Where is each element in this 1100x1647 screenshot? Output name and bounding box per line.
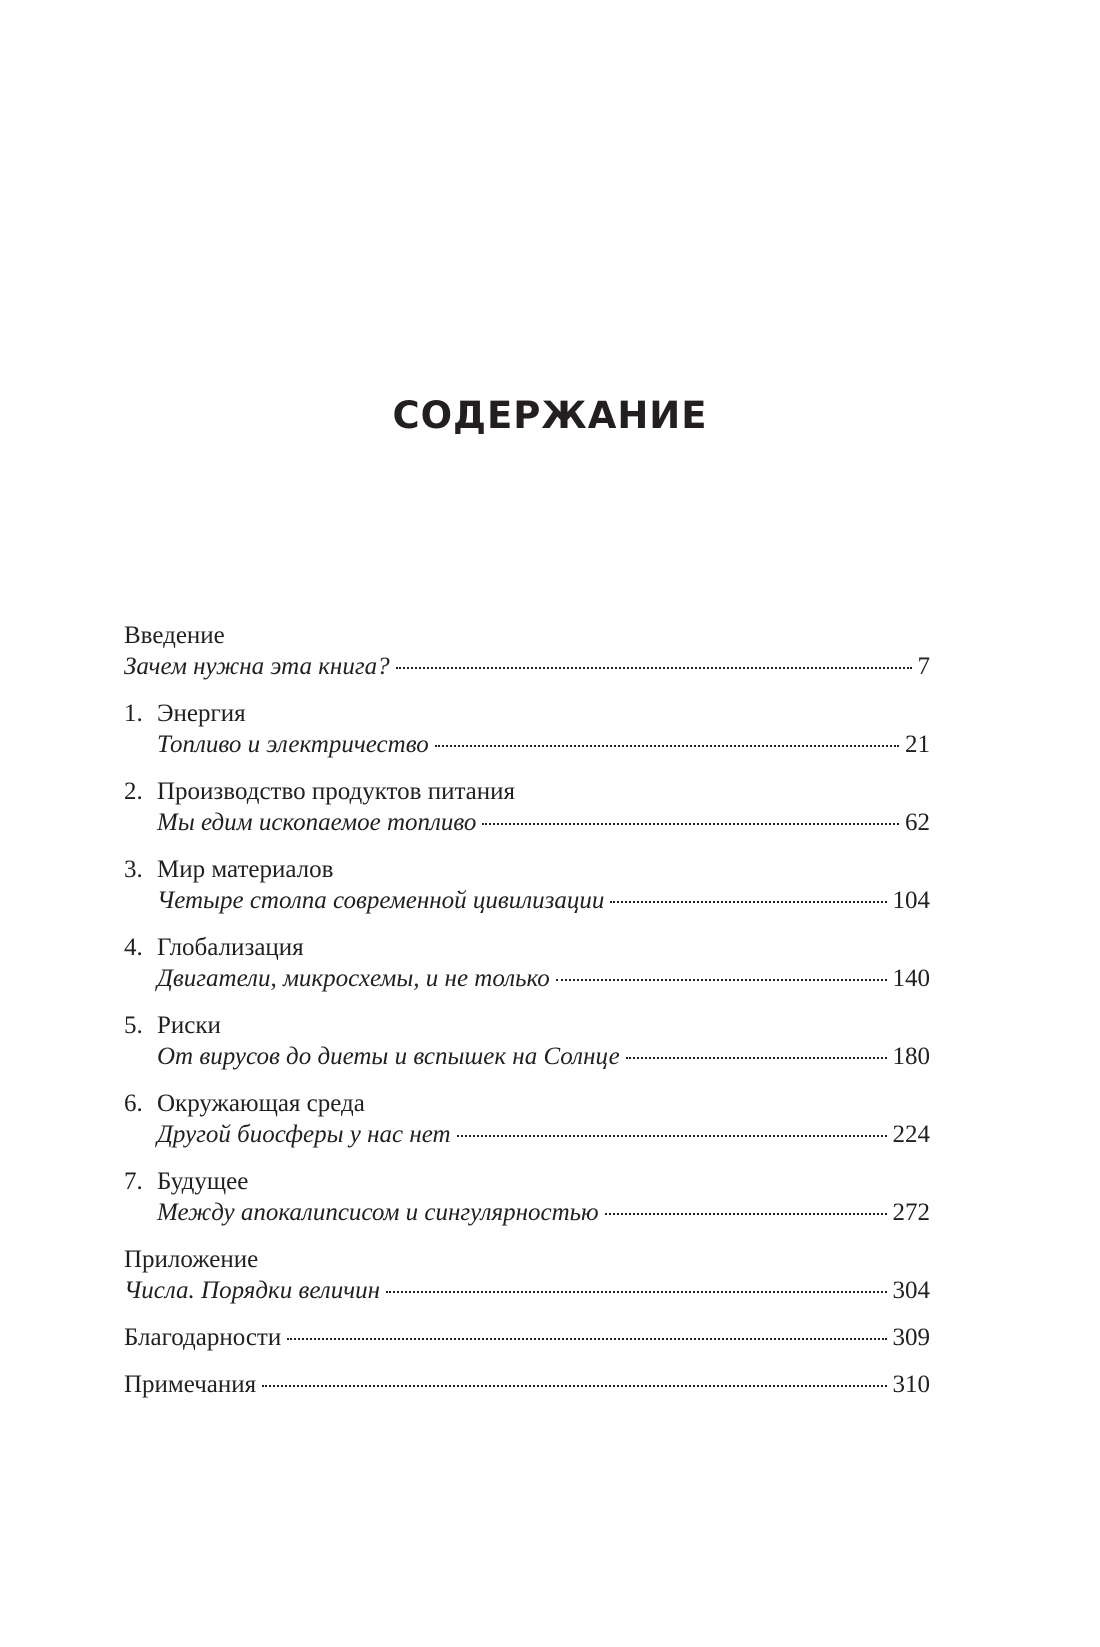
page-number: 309 [892,1324,930,1351]
page-number: 104 [892,887,930,914]
chapter-subtitle: Четыре столпа современной цивилизации [157,887,605,914]
page-number: 7 [917,653,930,680]
chapter-number: 1. [124,700,143,727]
toc-entry-chapter-4[interactable] [124,932,930,994]
intro-heading: Введение [124,622,225,649]
chapter-title: Энергия [157,700,246,727]
chapter-subtitle: Между апокалипсисом и сингулярностью [157,1199,599,1226]
dot-leader [457,1135,887,1137]
page-title: СОДЕРЖАНИЕ [392,393,708,437]
chapter-subtitle: Мы едим ископаемое топливо [157,809,477,836]
page-number: 304 [892,1277,930,1304]
chapter-subtitle: От вирусов до диеты и вспышек на Солнце [157,1043,620,1070]
chapter-title: Глобализация [157,934,304,961]
intro-subtitle: Зачем нужна эта книга? [124,653,390,680]
page-number: 180 [892,1043,930,1070]
chapter-title: Будущее [157,1168,249,1195]
toc-entry-acknowledgements[interactable] [124,1322,930,1353]
dot-leader [605,1213,887,1215]
chapter-subtitle: Другой биосферы у нас нет [157,1121,451,1148]
chapter-number: 2. [124,778,143,805]
page-number: 62 [905,809,930,836]
dot-leader [626,1057,887,1059]
toc-entry-chapter-7[interactable] [124,1166,930,1228]
chapter-title: Риски [157,1012,221,1039]
chapter-title: Производство продуктов питания [157,778,516,805]
chapter-title: Мир материалов [157,856,334,883]
toc-entry-chapter-3[interactable] [124,854,930,916]
toc-entry-notes[interactable] [124,1369,930,1400]
dot-leader [610,901,886,903]
chapter-subtitle: Топливо и электричество [157,731,429,758]
dot-leader [396,667,912,669]
chapter-number: 4. [124,934,143,961]
chapter-number: 5. [124,1012,143,1039]
chapter-number: 3. [124,856,143,883]
appendix-heading: Приложение [124,1246,259,1273]
toc-entry-chapter-5[interactable] [124,1010,930,1072]
acknowledgements-label: Благодарности [124,1324,282,1351]
dot-leader [386,1291,886,1293]
page-number: 272 [892,1199,930,1226]
toc-entry-appendix[interactable] [124,1244,930,1306]
notes-label: Примечания [124,1371,257,1398]
dot-leader [556,979,887,981]
dot-leader [287,1338,886,1340]
chapter-number: 6. [124,1090,143,1117]
page-number: 21 [905,731,930,758]
appendix-subtitle: Числа. Порядки величин [124,1277,381,1304]
toc-entry-introduction[interactable] [124,620,930,682]
chapter-number: 7. [124,1168,143,1195]
dot-leader [482,823,899,825]
page-number: 310 [892,1371,930,1398]
page-number: 224 [892,1121,930,1148]
toc-entry-chapter-2[interactable] [124,776,930,838]
table-of-contents [124,620,930,1416]
dot-leader [262,1385,886,1387]
dot-leader [435,745,899,747]
toc-entry-chapter-1[interactable] [124,698,930,760]
toc-entry-chapter-6[interactable] [124,1088,930,1150]
chapter-title: Окружающая среда [157,1090,365,1117]
page-number: 140 [892,965,930,992]
chapter-subtitle: Двигатели, микросхемы, и не только [157,965,550,992]
